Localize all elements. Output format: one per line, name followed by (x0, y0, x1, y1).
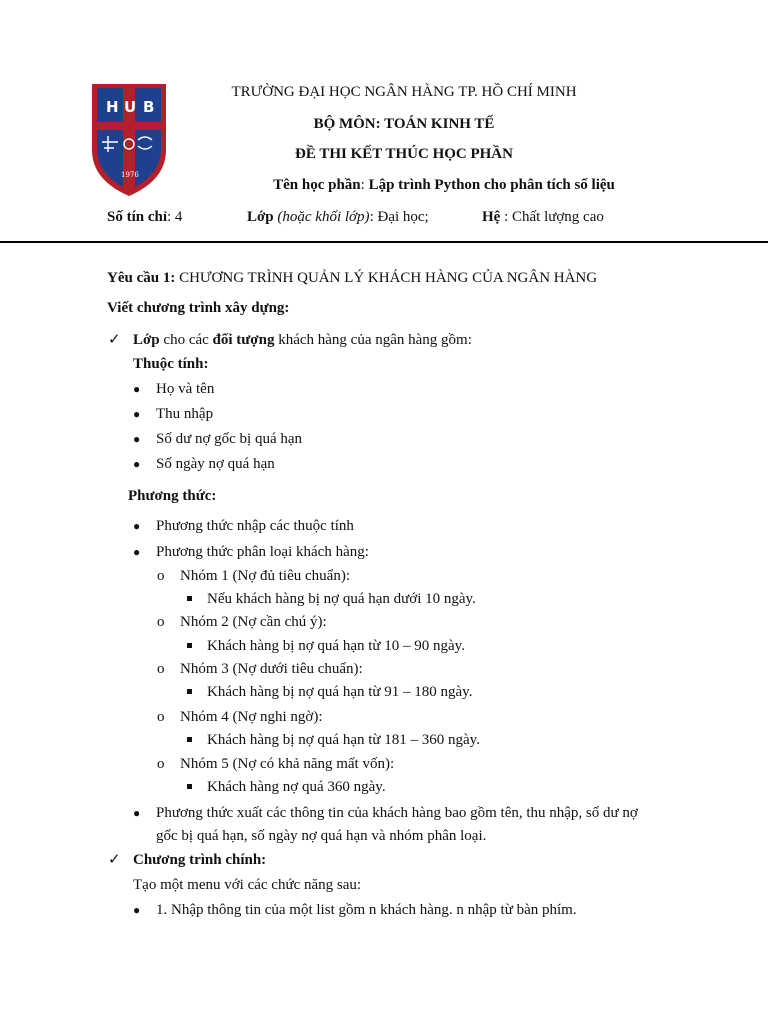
requirement-title: CHƯƠNG TRÌNH QUẢN LÝ KHÁCH HÀNG CỦA NGÂN HÀNG (175, 270, 598, 286)
attribute-item: Số dư nợ gốc bị quá hạn (156, 431, 303, 447)
group-name: Nhóm 2 (Nợ cần chú ý): (180, 614, 327, 630)
write-program-heading: Viết chương trình xây dựng: (107, 300, 290, 316)
menu-item: 1. Nhập thông tin của một list gồm n khách hàng. n nhập từ bàn phím. (156, 902, 577, 918)
credits-field (107, 208, 182, 226)
logo-letter-h: H (106, 98, 119, 116)
checkmark-icon: ✓ (108, 332, 121, 348)
course-line (60, 177, 768, 194)
group-name: Nhóm 1 (Nợ đủ tiêu chuẩn): (180, 568, 350, 584)
system-field (482, 208, 604, 226)
group-rule: Khách hàng bị nợ quá hạn từ 91 – 180 ngày. (207, 684, 473, 700)
course-separator: : (360, 177, 369, 193)
header-divider (0, 241, 768, 243)
class-text-1: cho các (159, 332, 213, 348)
group-name: Nhóm 4 (Nợ nghi ngờ): (180, 709, 323, 725)
circle-bullet-icon: o (157, 614, 165, 630)
group-rule: Khách hàng nợ quá 360 ngày. (207, 779, 386, 795)
attribute-item: Họ và tên (156, 381, 215, 397)
department-text: BỘ MÔN: TOÁN KINH TẾ (313, 116, 495, 132)
group-name: Nhóm 3 (Nợ dưới tiêu chuẩn): (180, 661, 363, 677)
university-text: TRƯỜNG ĐẠI HỌC NGÂN HÀNG TP. HỒ CHÍ MINH (231, 84, 577, 100)
checkmark-icon: ✓ (108, 852, 121, 868)
department-name (20, 116, 768, 133)
circle-bullet-icon: o (157, 709, 165, 725)
class-value: : Đại học; (369, 209, 429, 225)
credits-value: : 4 (167, 209, 183, 225)
square-bullet-icon (187, 784, 192, 789)
class-hint: (hoặc khối lớp) (273, 209, 370, 225)
requirement-label: Yêu cầu 1: (107, 270, 176, 286)
bullet-icon: ● (133, 457, 141, 471)
course-label: Tên học phần (273, 177, 361, 193)
requirement-heading (107, 269, 597, 287)
group-rule: Khách hàng bị nợ quá hạn từ 10 – 90 ngày. (207, 638, 465, 654)
bullet-icon: ● (133, 382, 141, 396)
square-bullet-icon (187, 737, 192, 742)
class-field (247, 208, 429, 226)
circle-bullet-icon: o (157, 568, 165, 584)
logo-year: 1976 (121, 171, 139, 179)
square-bullet-icon (187, 596, 192, 601)
class-text-2: khách hàng của ngân hàng gồm: (274, 332, 472, 348)
bullet-icon: ● (133, 432, 141, 446)
system-value: : Chất lượng cao (500, 209, 604, 225)
logo-letter-u: U (124, 98, 137, 116)
method-output-line-2: gốc bị quá hạn, số ngày nợ quá hạn và nhóm phân loại. (156, 828, 487, 844)
bullet-icon: ● (133, 519, 141, 533)
methods-title: Phương thức: (128, 488, 217, 504)
method-output-line-1: Phương thức xuất các thông tin của khách hàng bao gồm tên, thu nhập, số dư nợ (156, 805, 638, 821)
course-name: Lập trình Python cho phân tích số liệu (368, 177, 615, 193)
group-name: Nhóm 5 (Nợ có khả năng mất vốn): (180, 756, 395, 772)
group-rule: Nếu khách hàng bị nợ quá hạn dưới 10 ngày. (207, 591, 476, 607)
exam-title (20, 146, 768, 163)
circle-bullet-icon: o (157, 756, 165, 772)
group-rule: Khách hàng bị nợ quá hạn từ 181 – 360 ngày. (207, 732, 480, 748)
logo-letter-b: B (143, 98, 155, 116)
attributes-title: Thuộc tính: (133, 356, 209, 372)
bullet-icon: ● (133, 407, 141, 421)
credits-label: Số tín chỉ (107, 209, 168, 225)
attribute-item: Số ngày nợ quá hạn (156, 456, 275, 472)
class-word: Lớp (133, 332, 160, 348)
circle-bullet-icon: o (157, 661, 165, 677)
square-bullet-icon (187, 643, 192, 648)
class-line (133, 331, 472, 349)
menu-intro: Tạo một menu với các chức năng sau: (133, 877, 362, 893)
bullet-icon: ● (133, 806, 141, 820)
object-word: đối tượng (212, 332, 275, 348)
square-bullet-icon (187, 689, 192, 694)
main-program-heading: Chương trình chính: (133, 852, 267, 868)
exam-title-text: ĐỀ THI KẾT THÚC HỌC PHẦN (295, 146, 513, 162)
bullet-icon: ● (133, 545, 141, 559)
bullet-icon: ● (133, 903, 141, 917)
system-label: Hệ (482, 209, 501, 225)
university-name (20, 84, 768, 101)
method-input: Phương thức nhập các thuộc tính (156, 518, 354, 534)
method-classify: Phương thức phân loại khách hàng: (156, 544, 369, 560)
class-label: Lớp (247, 209, 274, 225)
attribute-item: Thu nhập (156, 406, 214, 422)
